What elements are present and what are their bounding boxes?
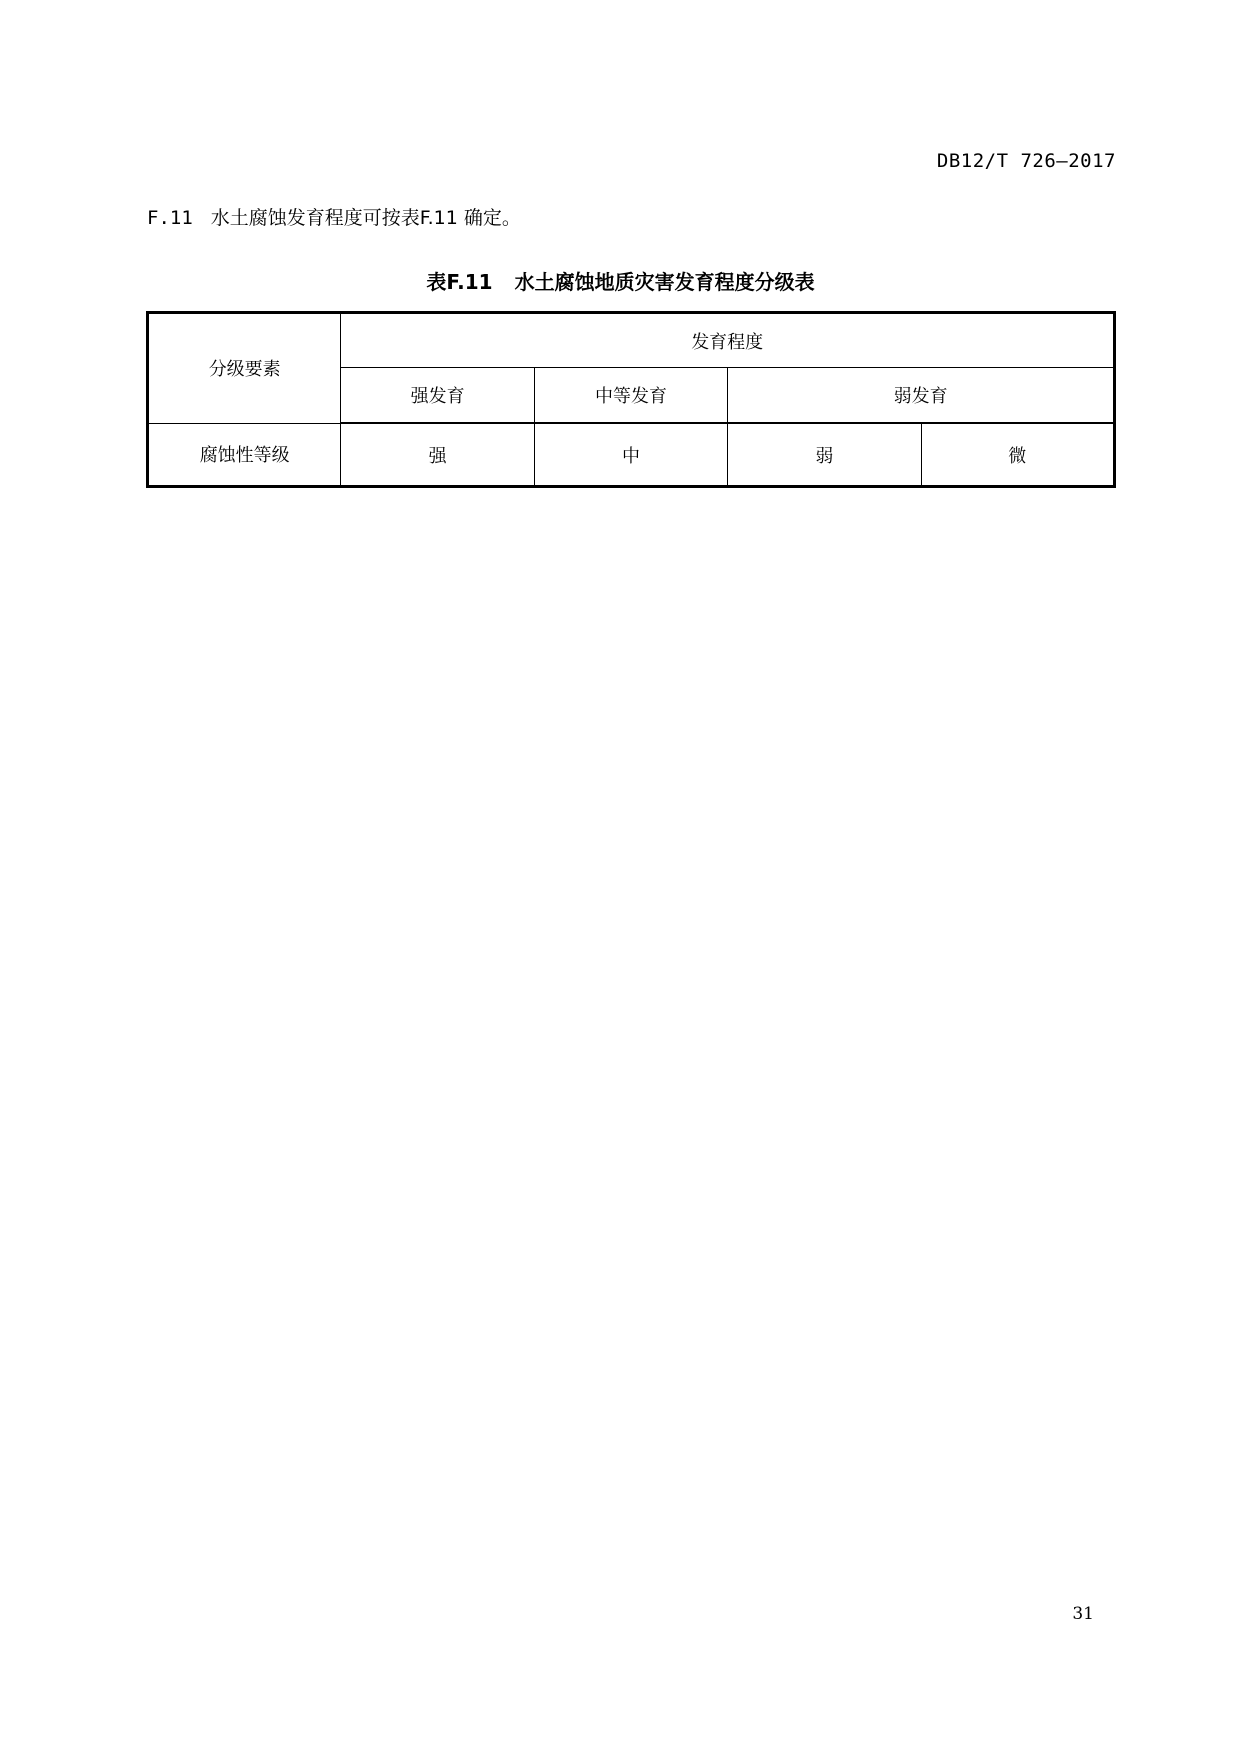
table-row — [148, 423, 1115, 487]
table-header-row — [148, 313, 1115, 368]
degree-medium-cell: 中等发育 — [534, 368, 727, 424]
page-number: 31 — [1072, 1604, 1094, 1624]
row-label-cell: 腐蚀性等级 — [148, 423, 341, 487]
table-cell: 弱 — [728, 423, 921, 487]
degree-strong-cell: 强发育 — [341, 368, 534, 424]
table-caption-title: 水土腐蚀地质灾害发育程度分级表 — [514, 270, 815, 294]
table-cell: 中 — [534, 423, 727, 487]
clause-number: F.11 — [147, 207, 193, 229]
table-caption-number: 表F.11 — [426, 270, 493, 294]
table-caption — [0, 266, 1241, 295]
header-factor-cell: 分级要素 — [148, 313, 341, 424]
degree-weak-cell: 弱发育 — [728, 368, 1115, 424]
clause-paragraph — [147, 203, 521, 230]
development-grade-table — [146, 311, 1116, 488]
table-cell: 强 — [341, 423, 534, 487]
table-cell: 微 — [921, 423, 1114, 487]
header-degree-cell: 发育程度 — [341, 313, 1115, 368]
clause-text: 水土腐蚀发育程度可按表F.11 确定。 — [210, 207, 521, 229]
standard-number: DB12/T 726—2017 — [936, 150, 1116, 172]
